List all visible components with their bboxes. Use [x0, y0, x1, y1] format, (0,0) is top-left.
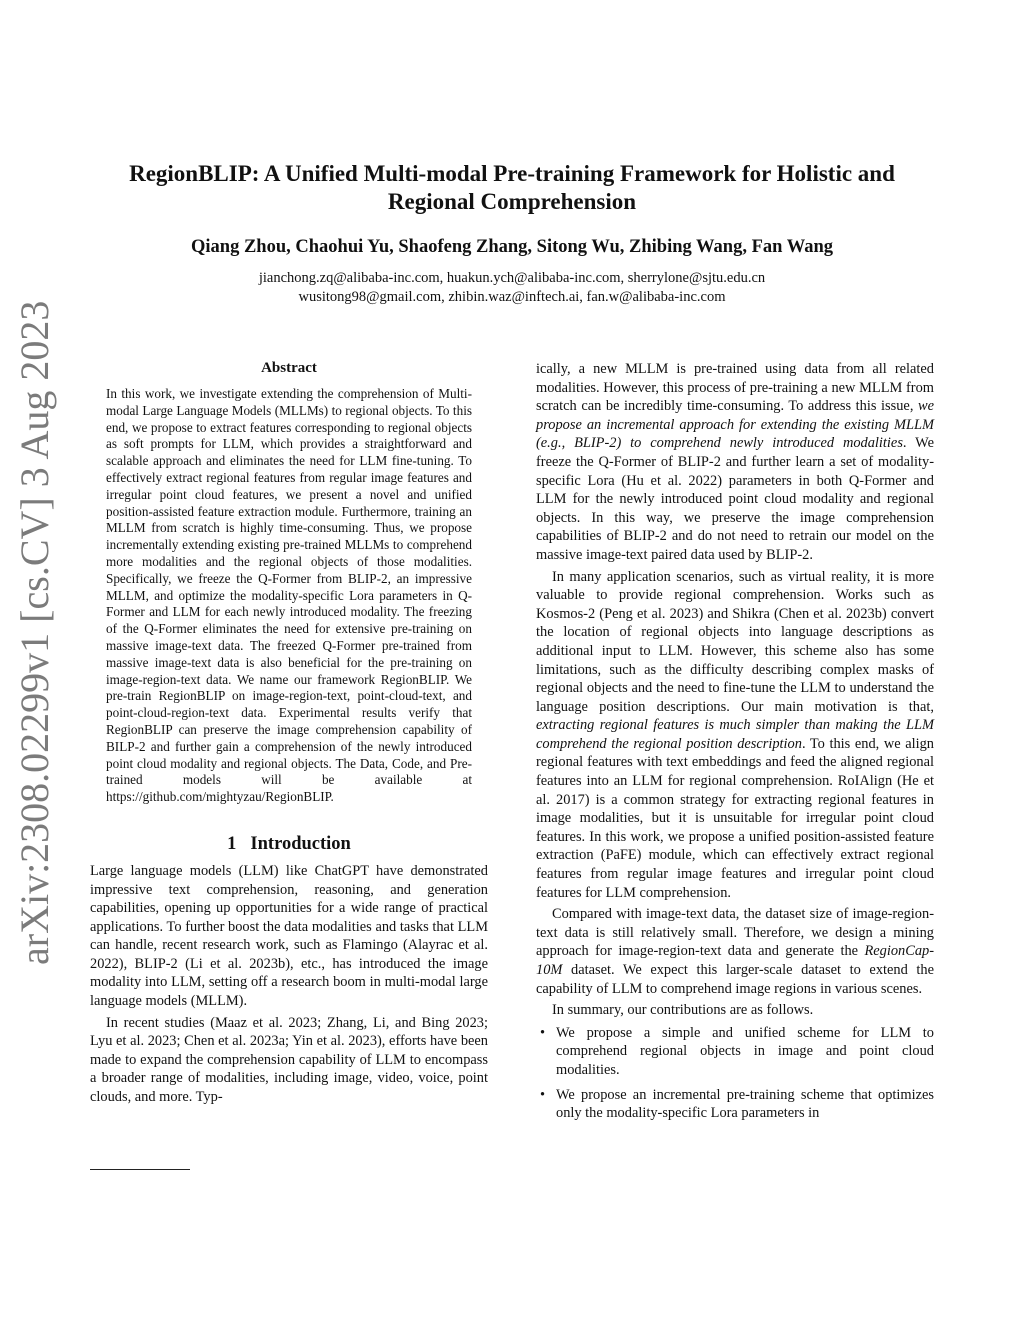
- abstract-heading: Abstract: [261, 360, 317, 376]
- abstract-text: In this work, we investigate extending the comprehension of Multi-modal Large Language Models (MLLMs) to regional objects. To this end, we propose to extract features corresponding to regional objects as soft prompts for LLM, which provides a straightforward and scalable approach and eliminates the need for LLM fine-tuning. To effectively extract regional features from regular image features and irregular point cloud features, we present a novel and unified position-assisted feature extraction module. Furthermore, training an MLLM from scratch is highly time-consuming. Thus, we propose incrementally extending existing pre-trained MLLMs to comprehend more modalities and the regional objects of those modalities. Specifically, we freeze the Q-Former from BLIP-2, an impressive MLLM, and optimize the modality-specific Lora parameters in Q-Former and LLM for each newly introduced modality. The freezing of the Q-Former eliminates the need for extensive pre-training on massive image-text data. The freezed Q-Former pre-trained from massive image-text data is also beneficial for the pre-training on image-region-text data. We name our framework RegionBLIP. We pre-train RegionBLIP on image-region-text, point-cloud-text, and point-cloud-region-text data. Experimental results verify that RegionBLIP can preserve the image comprehension capability of BILP-2 and further gain a comprehension of the newly introduced point cloud modality and regional objects. The Data, Code, and Pre-trained models will be available at https://github.com/mightyzau/RegionBLIP.: [106, 386, 472, 805]
- intro-paragraph-4: [536, 568, 934, 903]
- contributions-list: [536, 1024, 934, 1123]
- text-run: Compared with image-text data, the dataset size of image-region-text data is still relatively small. Therefore, we design a mining approach for image-region-text data and generate the: [536, 906, 934, 960]
- intro-paragraph-2: In recent studies (Maaz et al. 2023; Zhang, Li, and Bing 2023; Lyu et al. 2023; Chen et al. 2023a; Yin et al. 2023), efforts have been made to expand the comprehension capability of LLM to encompass a broader range of modalities, including image, video, voice, point clouds, and more. Typ-: [90, 1014, 488, 1106]
- list-item-text: We propose an incremental pre-training scheme that optimizes only the modality-specific Lora parameters in: [556, 1086, 934, 1122]
- text-run: . To this end, we align regional features with text embeddings and feed the aligned regional features into an LLM for regional comprehension. RoIAlign (He et al. 2017) is a common strategy for extracting regional features in image modalities, but it is unsuitable for irregular point cloud features. In this work, we propose a unified position-assisted feature extraction (PaFE) module, which can effectively extract regional features from regular image features and irregular point cloud features for LLM comprehension.: [536, 735, 934, 901]
- section-heading-introduction: [90, 834, 488, 855]
- arxiv-identifier: arXiv:2308.02299v1 [cs.CV] 3 Aug 2023: [12, 300, 57, 965]
- bullet-icon: •: [540, 1024, 546, 1041]
- right-column: [536, 360, 934, 1129]
- text-run: In many application scenarios, such as virtual reality, it is more valuable to provide regional comprehension. Works such as Kosmos-2 (Peng et al. 2023) and Shikra (Chen et al. 2023b) convert the location of regional objects into language descriptions as additional input to LLM. However, this scheme also has some limitations, such as the difficulty describing complex masks of regional objects and the need to fine-tune the LLM to understand the language position descriptions. Our main motivation is that,: [536, 568, 934, 715]
- emphasis-run: extracting regional features is much simpler than making the LLM comprehend the regional position description: [536, 717, 934, 752]
- list-item: [536, 1024, 934, 1080]
- bullet-icon: •: [540, 1086, 546, 1103]
- text-run: . We freeze the Q-Former of BLIP-2 and further learn a set of modality-specific Lora (Hu et al. 2022) parameters in both Q-Former and LLM for the newly introduced point cloud modality and regional objects. In this way, we preserve the image comprehension capabilities of BLIP-2 and do not need to retrain our model on the massive image-text paired data used by BLIP-2.: [536, 435, 934, 563]
- list-item-text: We propose a simple and unified scheme for LLM to comprehend regional objects in image and point cloud modalities.: [556, 1024, 934, 1078]
- list-item: [536, 1086, 934, 1123]
- left-column: [90, 360, 488, 1107]
- intro-paragraph-3: [536, 360, 934, 565]
- footnote-divider: [90, 1169, 190, 1170]
- intro-paragraph-6: In summary, our contributions are as follows.: [552, 1002, 814, 1019]
- text-run: ically, a new MLLM is pre-trained using data from all related modalities. However, this process of pre-training a new MLLM from scratch can be incredibly time-consuming. To address this issue,: [536, 361, 934, 415]
- intro-paragraph-5: [536, 905, 934, 998]
- section-title: Introduction: [250, 833, 351, 854]
- author-emails: [100, 269, 924, 307]
- emphasis-run: we propose an incremental approach for extending the existing MLLM (e.g., BLIP-2) to comprehend newly introduced modalities: [536, 398, 934, 452]
- paper-title: RegionBLIP: A Unified Multi-modal Pre-training Framework for Holistic and Regional Comprehension: [129, 161, 895, 214]
- emphasis-run: RegionCap-10M: [536, 943, 934, 978]
- emails-line-2: wusitong98@gmail.com, zhibin.waz@inftech.ai, fan.w@alibaba-inc.com: [298, 289, 726, 305]
- text-run: dataset. We expect this larger-scale dataset to extend the capability of LLM to comprehend image regions in various scenes.: [536, 962, 934, 997]
- intro-paragraph-1: Large language models (LLM) like ChatGPT have demonstrated impressive text comprehension, reasoning, and generation capabilities, opening up opportunities for a wide range of practical applications. To further boost the data modalities and tasks that LLM can handle, recent research work, such as Flamingo (Alayrac et al. 2022), BLIP-2 (Li et al. 2023b), etc., has introduced the image modality into LLM, setting off a research boom in multi-modal large language models (MLLM).: [90, 862, 488, 1010]
- author-list: Qiang Zhou, Chaohui Yu, Shaofeng Zhang, Sitong Wu, Zhibing Wang, Fan Wang: [191, 237, 833, 257]
- emails-line-1: jianchong.zq@alibaba-inc.com, huakun.ych@alibaba-inc.com, sherrylone@sjtu.edu.cn: [258, 270, 766, 286]
- section-number: 1: [227, 833, 237, 854]
